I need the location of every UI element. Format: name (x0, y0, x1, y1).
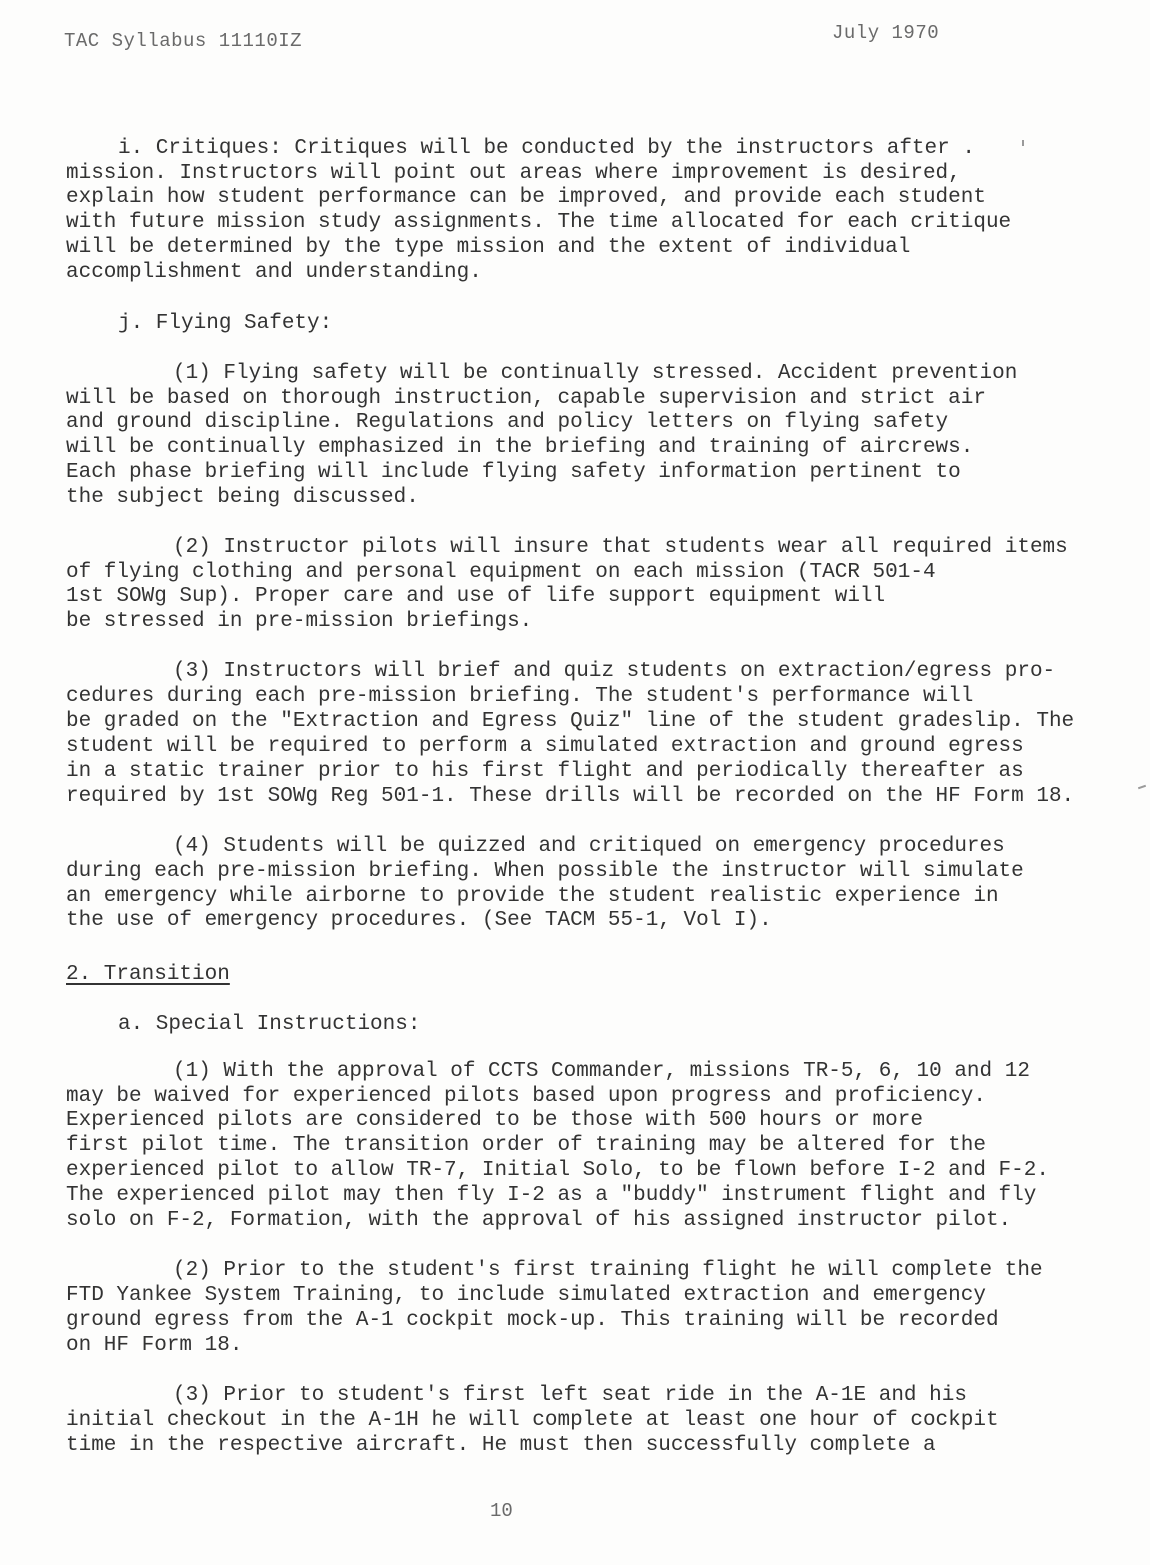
text-line: ground egress from the A-1 cockpit mock-up. This training will be recorded (66, 1309, 999, 1332)
text-line: FTD Yankee System Training, to include simulated extraction and emergency (66, 1284, 986, 1307)
margin-scan-mark (1022, 140, 1024, 146)
text-line: (3) Instructors will brief and quiz students on extraction/egress pro- (173, 660, 1056, 683)
text-line: time in the respective aircraft. He must then successfully complete a (66, 1434, 936, 1457)
text-line: solo on F-2, Formation, with the approval of his assigned instructor pilot. (66, 1209, 1012, 1232)
text-line: on HF Form 18. (66, 1334, 243, 1357)
text-line: (4) Students will be quizzed and critiqued on emergency procedures (173, 835, 1005, 858)
header-date: July 1970 (832, 22, 940, 44)
text-line: will be continually emphasized in the briefing and training of aircrews. (66, 436, 974, 459)
text-line: be graded on the "Extraction and Egress Quiz" line of the student gradeslip. The (66, 710, 1075, 733)
text-line: (2) Instructor pilots will insure that students wear all required items (173, 536, 1068, 559)
text-line: (1) With the approval of CCTS Commander, missions TR-5, 6, 10 and 12 (173, 1060, 1030, 1083)
text-line: with future mission study assignments. The time allocated for each critique (66, 211, 1012, 234)
text-line: (1) Flying safety will be continually stressed. Accident prevention (173, 362, 1018, 385)
section-heading: j. Flying Safety: (118, 312, 333, 335)
text-line: required by 1st SOWg Reg 501-1. These drills will be recorded on the HF Form 18. (66, 785, 1075, 808)
text-line: may be waived for experienced pilots based upon progress and proficiency. (66, 1085, 986, 1108)
text-line: The experienced pilot may then fly I-2 as a "buddy" instrument flight and fly (66, 1184, 1037, 1207)
text-line: 1st SOWg Sup). Proper care and use of life support equipment will (66, 585, 886, 608)
text-line: accomplishment and understanding. (66, 261, 482, 284)
text-line: be stressed in pre-mission briefings. (66, 610, 533, 633)
text-line: during each pre-mission briefing. When possible the instructor will simulate (66, 860, 1024, 883)
text-line: the subject being discussed. (66, 486, 419, 509)
text-line: the use of emergency procedures. (See TACM 55-1, Vol I). (66, 909, 772, 932)
page-number: 10 (490, 1500, 513, 1522)
text-line: experienced pilot to allow TR-7, Initial Solo, to be flown before I-2 and F-2. (66, 1159, 1049, 1182)
text-line: of flying clothing and personal equipment on each mission (TACR 501-4 (66, 561, 936, 584)
text-line: (2) Prior to the student's first training flight he will complete the (173, 1259, 1043, 1282)
text-line: (3) Prior to student's first left seat ride in the A-1E and his (173, 1384, 967, 1407)
subsection-heading: a. Special Instructions: (118, 1013, 421, 1036)
text-line: explain how student performance can be improved, and provide each student (66, 186, 986, 209)
text-line: in a static trainer prior to his first flight and periodically thereafter as (66, 760, 1024, 783)
text-line: and ground discipline. Regulations and policy letters on flying safety (66, 411, 949, 434)
section-heading-transition: 2. Transition (66, 963, 230, 986)
text-line: Each phase briefing will include flying safety information pertinent to (66, 461, 961, 484)
text-line: will be determined by the type mission and the extent of individual (66, 236, 911, 259)
header-syllabus-id: TAC Syllabus 11110IZ (64, 30, 303, 52)
text-line: first pilot time. The transition order of training may be altered for the (66, 1134, 986, 1157)
margin-scan-mark (1138, 785, 1146, 790)
text-line: Experienced pilots are considered to be those with 500 hours or more (66, 1109, 923, 1132)
text-line: cedures during each pre-mission briefing. The student's performance will (66, 685, 974, 708)
text-line: mission. Instructors will point out areas where improvement is desired, (66, 162, 961, 185)
text-line: an emergency while airborne to provide the student realistic experience in (66, 885, 999, 908)
text-line: initial checkout in the A-1H he will complete at least one hour of cockpit (66, 1409, 999, 1432)
text-line: i. Critiques: Critiques will be conducted by the instructors after . (118, 137, 975, 160)
text-line: student will be required to perform a simulated extraction and ground egress (66, 735, 1024, 758)
text-line: will be based on thorough instruction, capable supervision and strict air (66, 387, 986, 410)
